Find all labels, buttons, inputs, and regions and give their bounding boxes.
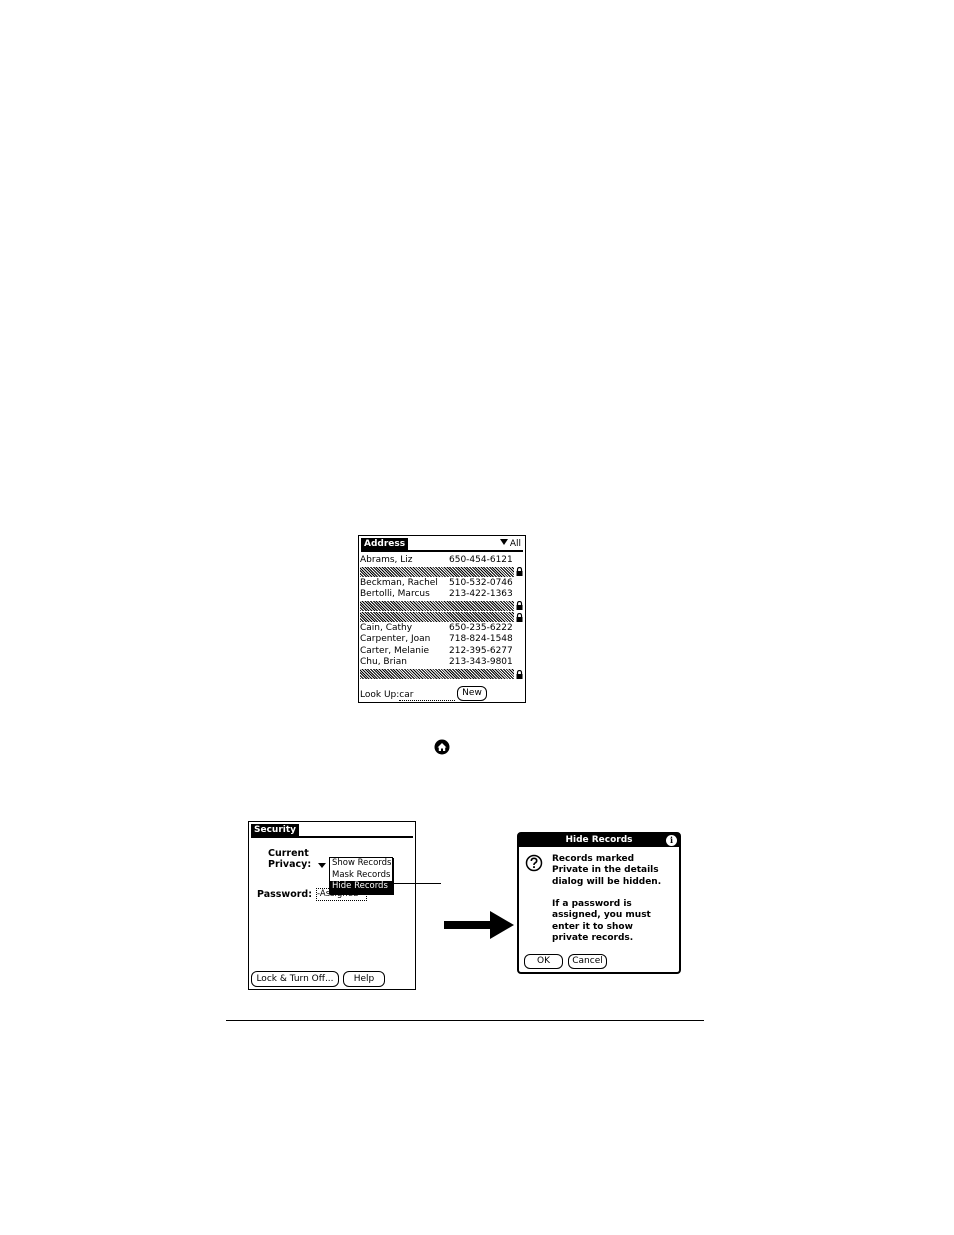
message-line: dialog will be hidden.: [552, 876, 662, 887]
contact-name: Chu, Brian: [360, 657, 408, 668]
message-line: [552, 888, 677, 899]
dialog-title: Hide Records: [519, 834, 679, 847]
contact-phone: 213-343-9801: [449, 657, 513, 668]
security-screen: [248, 821, 416, 990]
address-row[interactable]: [359, 578, 523, 589]
lookup-label: Look Up:: [360, 690, 400, 700]
contact-phone: 510-532-0746: [449, 577, 513, 588]
option-hide-records[interactable]: Hide Records: [330, 881, 392, 893]
question-icon: [525, 854, 543, 872]
masked-record[interactable]: [360, 567, 514, 577]
lock-icon: [516, 670, 523, 679]
lock-turn-off-button[interactable]: Lock & Turn Off...: [251, 971, 339, 987]
lock-icon: [516, 567, 523, 576]
option-mask-records[interactable]: Mask Records: [332, 869, 391, 880]
address-title: Address: [361, 538, 408, 551]
address-row[interactable]: [359, 646, 523, 657]
contact-phone: 650-235-6222: [449, 623, 513, 634]
dropdown-arrow-icon: [500, 539, 508, 545]
title-underline: [251, 836, 413, 838]
masked-record[interactable]: [360, 612, 514, 622]
address-screen: [358, 535, 526, 703]
address-row[interactable]: [359, 657, 523, 668]
option-show-records[interactable]: Show Records: [332, 858, 392, 868]
title-underline: [361, 550, 523, 552]
category-picker[interactable]: [500, 538, 521, 551]
contact-name: Abrams, Liz: [360, 555, 413, 565]
home-icon: [434, 739, 450, 755]
right-arrow-icon: [444, 911, 514, 939]
contact-phone: 718-824-1548: [449, 634, 513, 645]
privacy-label: Privacy:: [268, 859, 312, 870]
address-row[interactable]: [359, 555, 523, 566]
dialog-message: [552, 854, 677, 944]
lookup-field[interactable]: [360, 690, 455, 701]
dropdown-arrow-icon[interactable]: [318, 863, 326, 868]
contact-phone: 212-395-6277: [449, 645, 513, 656]
password-field[interactable]: -Assigned-: [316, 888, 367, 901]
new-button[interactable]: New: [457, 686, 487, 701]
contact-phone: 650-454-6121: [449, 555, 513, 565]
callout-line: [393, 883, 441, 884]
security-title: Security: [251, 824, 299, 837]
message-line: Private in the details: [552, 865, 659, 876]
lookup-input[interactable]: car: [399, 690, 455, 701]
address-row[interactable]: [359, 623, 523, 634]
contact-name: Carter, Melanie: [360, 645, 430, 656]
contact-name: Cain, Cathy: [360, 623, 413, 634]
ok-button[interactable]: OK: [524, 954, 563, 969]
message-line: private records.: [552, 933, 634, 944]
help-button[interactable]: Help: [343, 971, 385, 987]
password-label: Password:: [257, 889, 313, 900]
address-row[interactable]: [359, 589, 523, 600]
contact-name: Beckman, Rachel: [360, 577, 438, 588]
lock-icon: [516, 601, 523, 610]
message-line: enter it to show: [552, 921, 633, 932]
category-label: All: [509, 539, 521, 549]
contact-name: Carpenter, Joan: [360, 634, 431, 645]
cancel-button[interactable]: Cancel: [568, 954, 607, 969]
masked-record[interactable]: [360, 601, 514, 611]
address-row[interactable]: [359, 634, 523, 645]
lock-icon: [516, 613, 523, 622]
message-line: If a password is: [552, 899, 632, 910]
contact-phone: 213-422-1363: [449, 589, 513, 600]
hide-records-dialog: [517, 832, 681, 974]
contact-name: Bertolli, Marcus: [360, 589, 430, 600]
message-line: Records marked: [552, 854, 635, 864]
page-divider: [226, 1020, 704, 1021]
info-icon[interactable]: i: [666, 835, 677, 846]
message-line: assigned, you must: [552, 910, 651, 921]
current-label: Current: [268, 848, 309, 859]
masked-record[interactable]: [360, 669, 514, 679]
